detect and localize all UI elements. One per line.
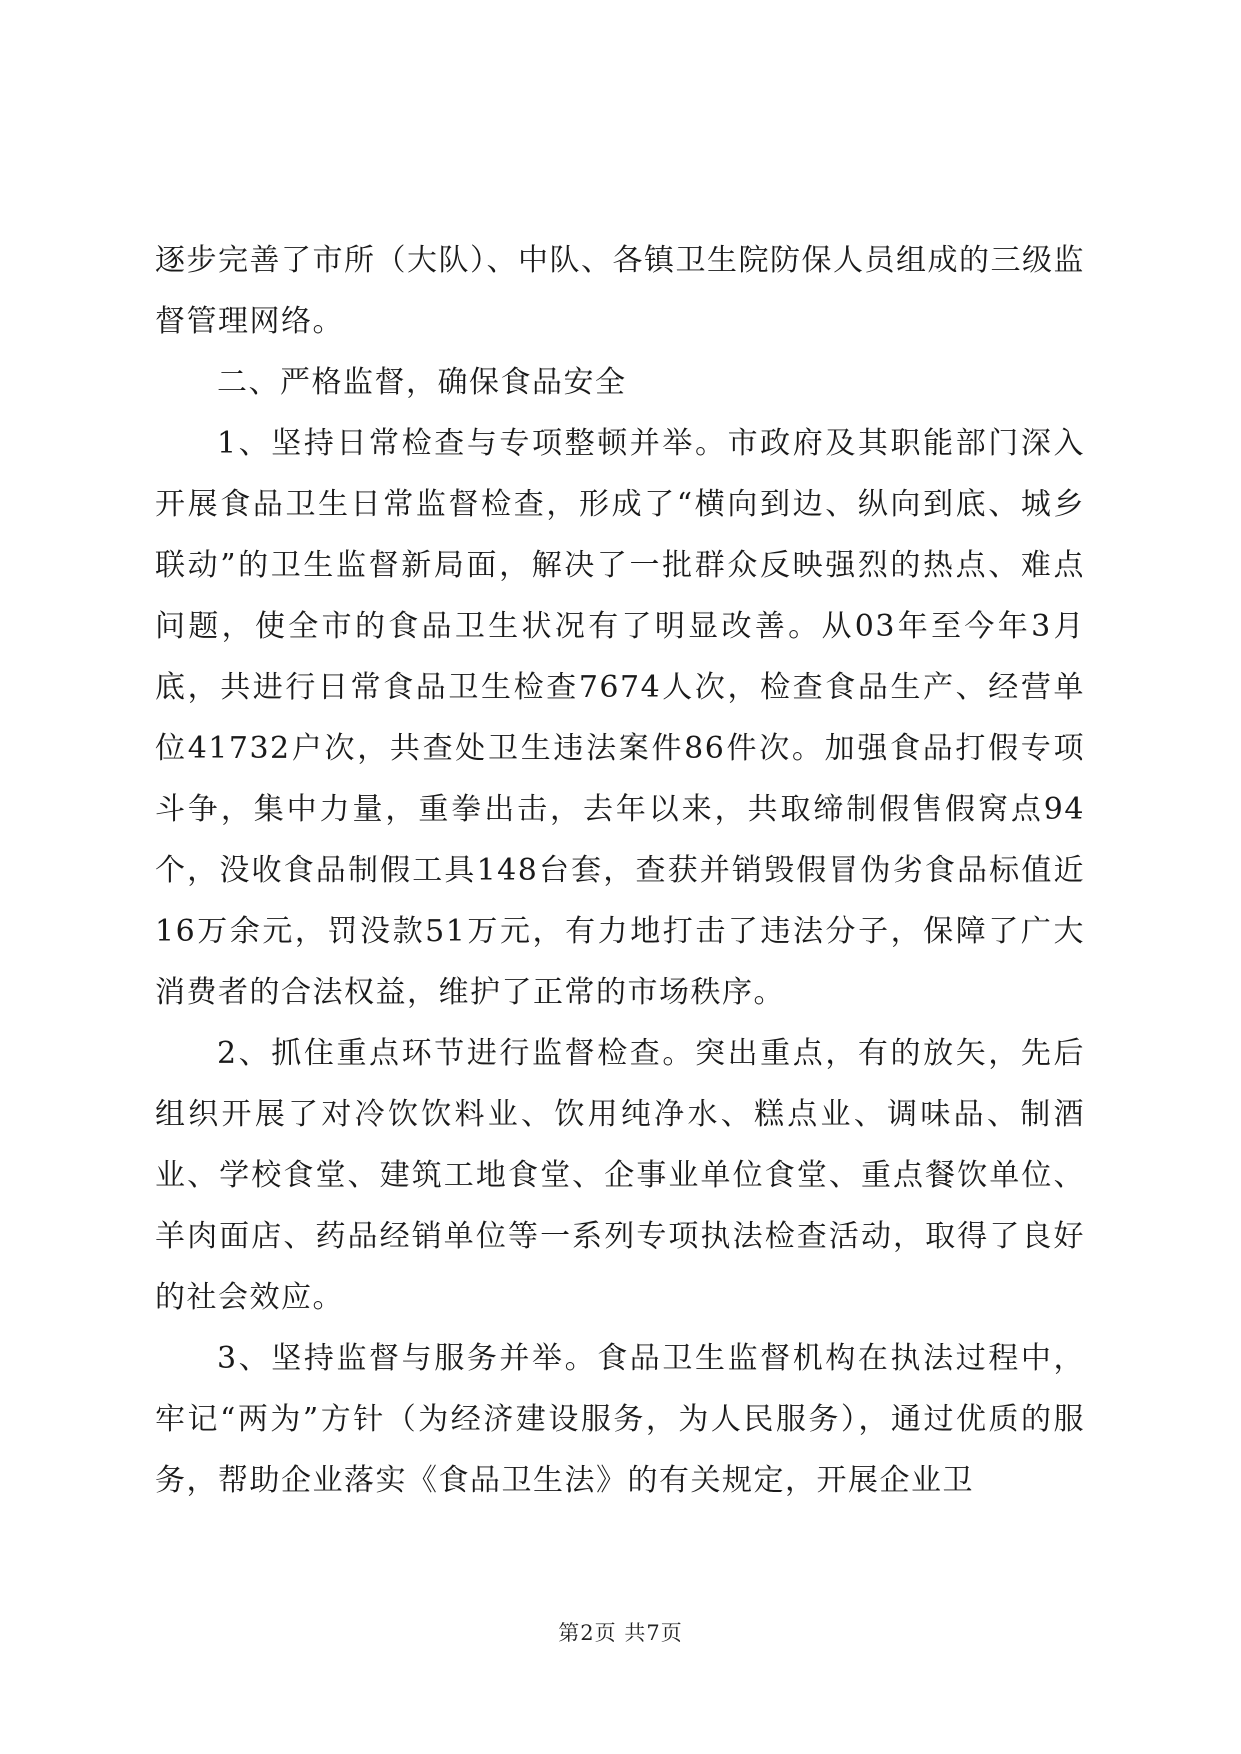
section-heading: 二、严格监督，确保食品安全 [217,365,627,400]
page-footer: 第2页 共7页 [558,1621,683,1645]
paragraph-continuation: 逐步完善了市所（大队）、中队、各镇卫生院防保人员组成的三级监督管理网络。 [155,243,1085,339]
document-body [155,230,1085,1511]
paragraph-key-links: 2、抓住重点环节进行监督检查。突出重点，有的放矢，先后组织开展了对冷饮饮料业、饮用纯净水、糕点业、调味品、制酒业、学校食堂、建筑工地食堂、企事业单位食堂、重点餐饮单位、羊肉面店、药品经销单位等一系列专项执法检查活动，取得了良好的社会效应。 [155,1036,1085,1315]
paragraph-daily-inspection: 1、坚持日常检查与专项整顿并举。市政府及其职能部门深入开展食品卫生日常监督检查，形成了“横向到边、纵向到底、城乡联动”的卫生监督新局面，解决了一批群众反映强烈的热点、难点问题，使全市的食品卫生状况有了明显改善。从03年至今年3月底，共进行日常食品卫生检查7674人次，检查食品生产、经营单位41732户次，共查处卫生违法案件86件次。加强食品打假专项斗争，集中力量，重拳出击，去年以来，共取缔制假售假窝点94个，没收食品制假工具148台套，查获并销毁假冒伪劣食品标值近16万余元，罚没款51万元，有力地打击了违法分子，保障了广大消费者的合法权益，维护了正常的市场秩序。 [155,426,1085,1010]
paragraph-supervision-service: 3、坚持监督与服务并举。食品卫生监督机构在执法过程中，牢记“两为”方针（为经济建设服务，为人民服务），通过优质的服务，帮助企业落实《食品卫生法》的有关规定，开展企业卫 [155,1341,1085,1498]
